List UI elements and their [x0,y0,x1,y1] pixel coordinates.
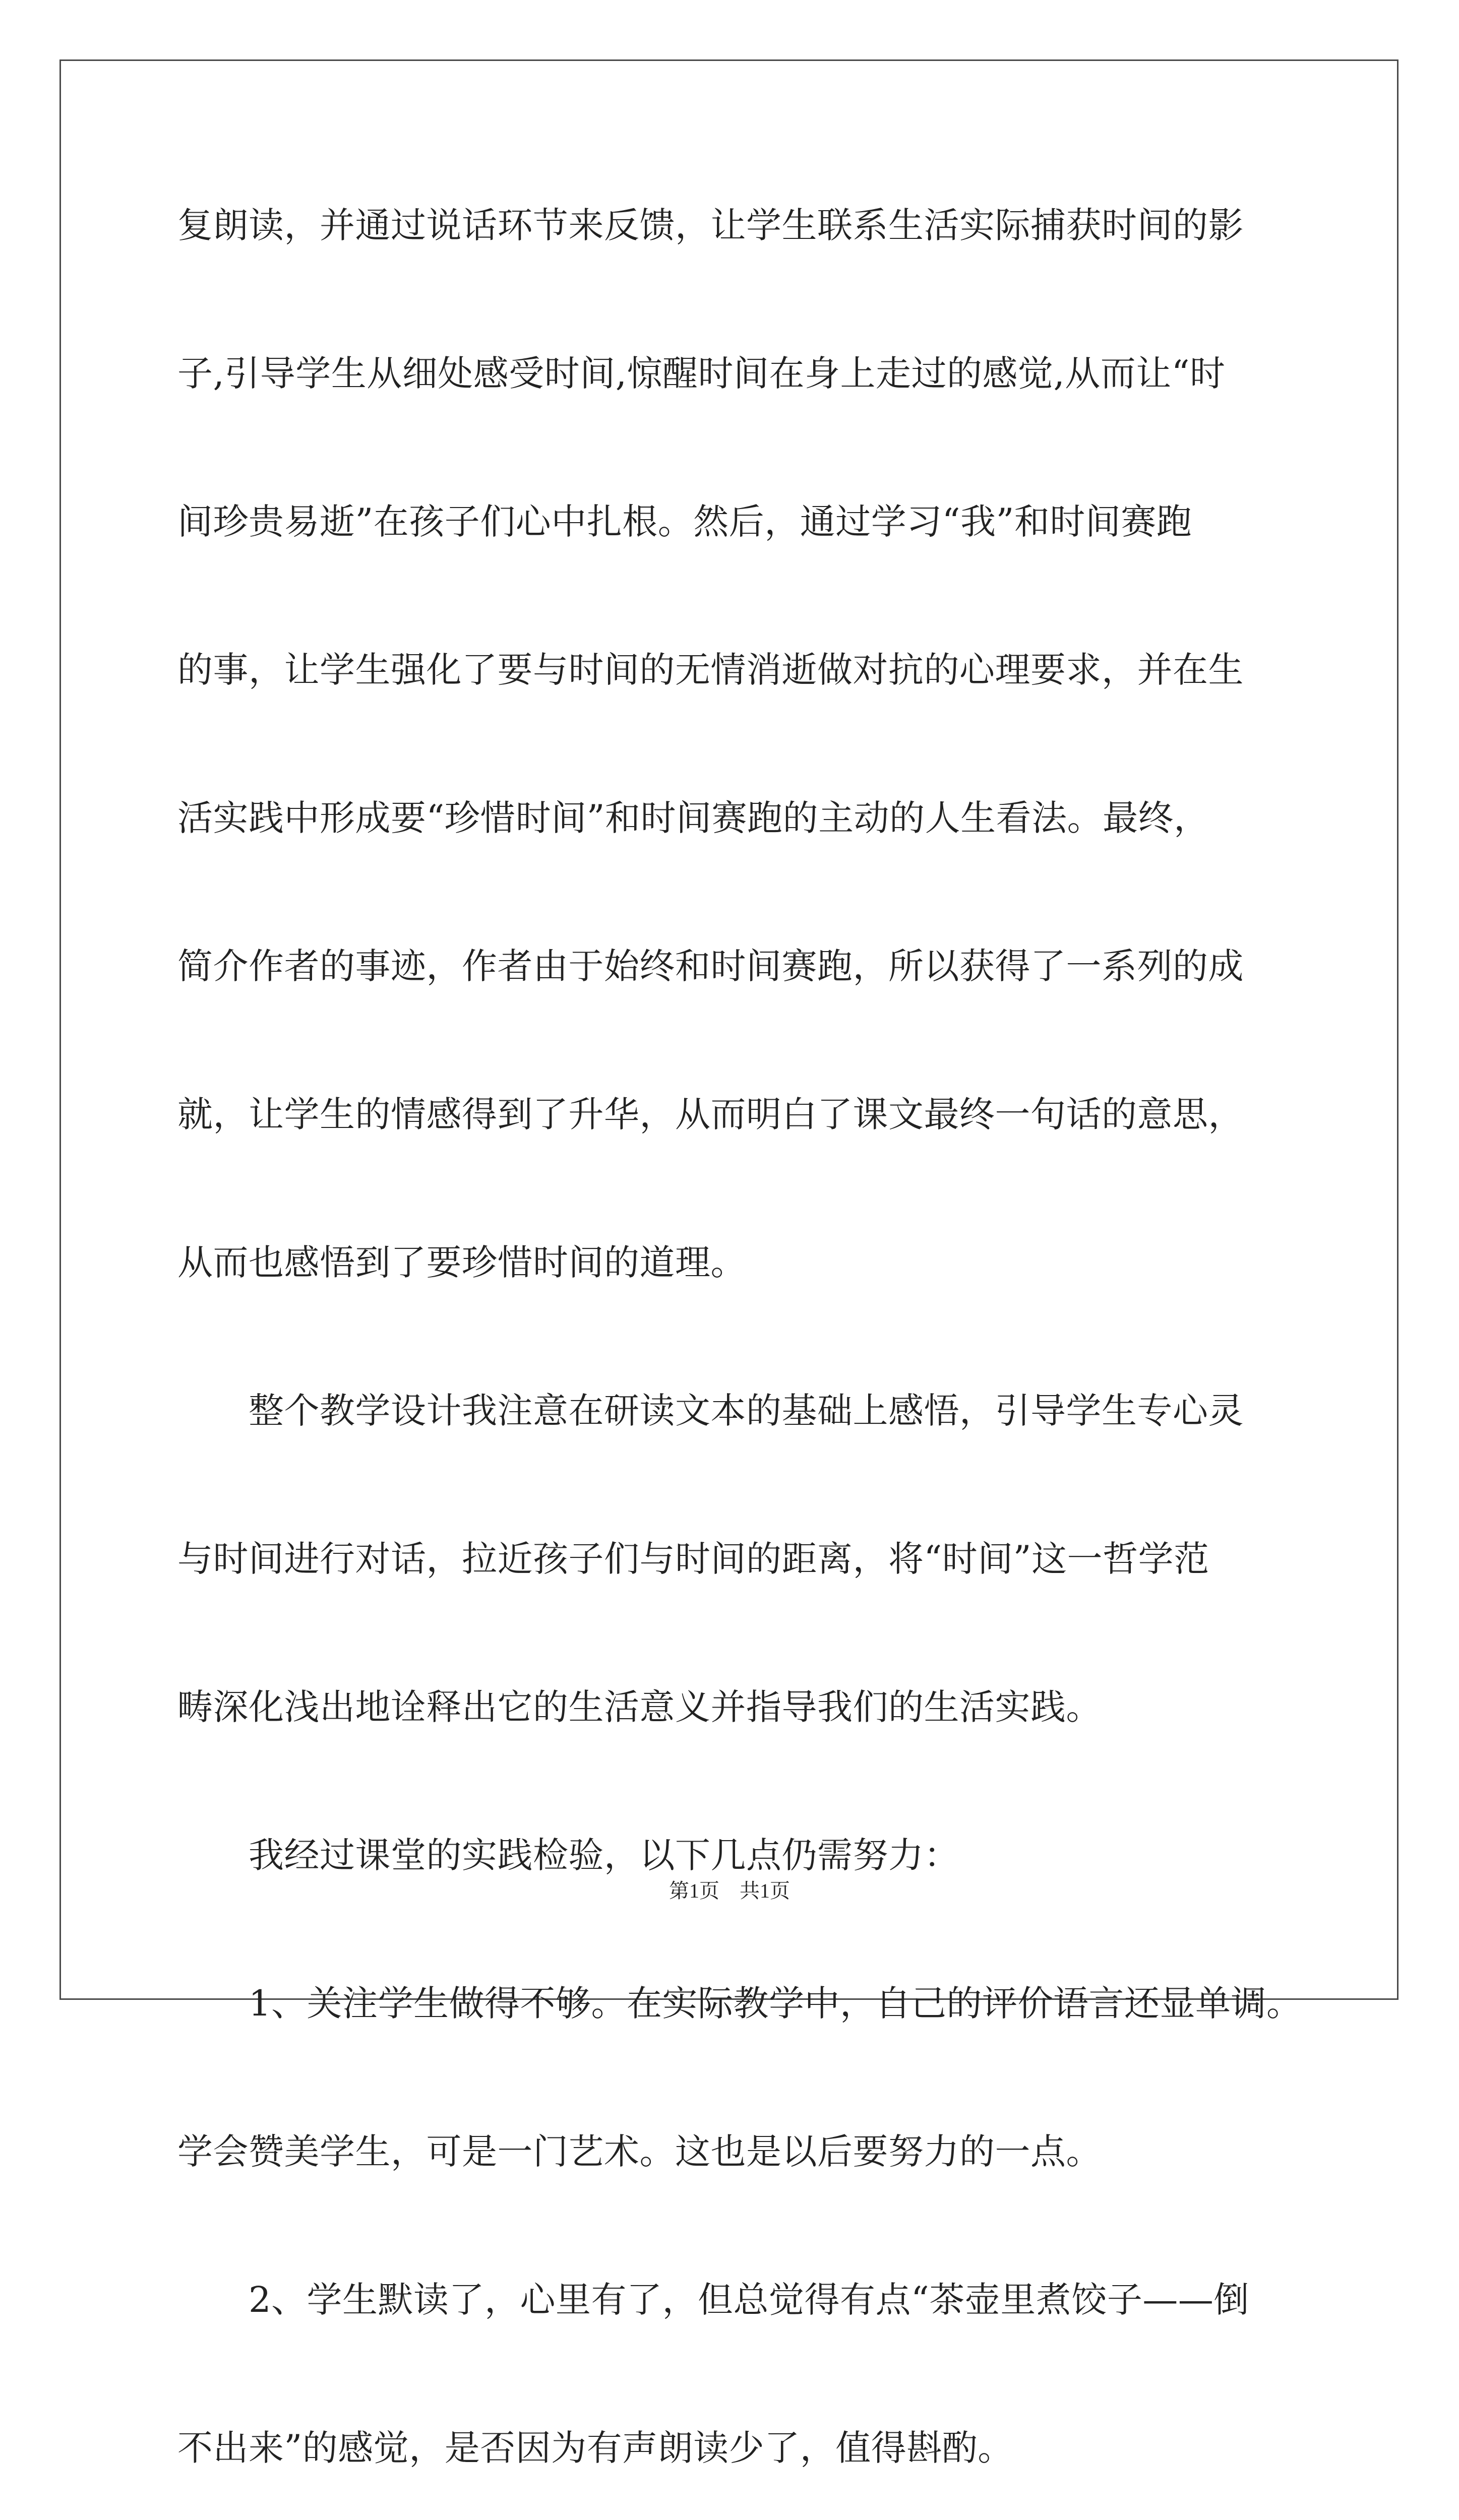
text-line: 畴深化浅出地诠释出它的生活意义并指导我们的生活实践。 [177,1686,1102,1728]
text-line: 子,引导学生从细处感受时间,惊醒时间在身上走过的感觉,从而让“时 [177,353,1226,394]
text-line: 复朗读，并通过说话环节来反馈，让学生联系生活实际捕获时间的影 [177,205,1244,246]
text-line: 不出来”的感觉，是否因为有声朗读少了，值得斟酌。 [177,2427,1013,2469]
text-line: 1、关注学生做得不够。在实际教学中，自己的评价语言还显单调。 [177,1983,1302,2024]
document-body [177,181,1302,2520]
text-line: 简介作者的事迹，作者由于始终和时间赛跑，所以获得了一系列的成 [177,946,1244,987]
text-line: 与时间进行对话，拉近孩子们与时间的距离，将“时间”这一哲学范 [177,1538,1209,1580]
text-line: 间珍贵易逝”在孩子们心中扎根。然后，通过学习“我”和时间赛跑 [177,501,1192,542]
text-line: 学会赞美学生，可是一门艺术。这也是以后要努力的一点。 [177,2131,1102,2172]
text-line: 从而也感悟到了要珍惜时间的道理。 [177,1242,746,1283]
text-line: 的事，让学生强化了要与时间的无情消逝做对抗的心理要求，并在生 [177,649,1244,690]
text-line: 就，让学生的情感得到了升华，从而明白了课文最终一句话的意思， [177,1094,1244,1135]
text-line: 2、学生默读了，心里有了，但总觉得有点“茶壶里煮饺子——倒 [177,2279,1249,2320]
text-line: 活实践中形成要“珍惜时间”和时间赛跑的主动的人生看法。最终， [177,797,1209,839]
page-footer: 第1页 共1页 [669,1879,790,1902]
text-line: 整个教学设计我注意在研读文本的基础上感悟，引导学生专心灵 [177,1390,1244,1431]
text-line: 我经过课堂的实践检验，以下几点仍需努力： [177,1835,959,1876]
